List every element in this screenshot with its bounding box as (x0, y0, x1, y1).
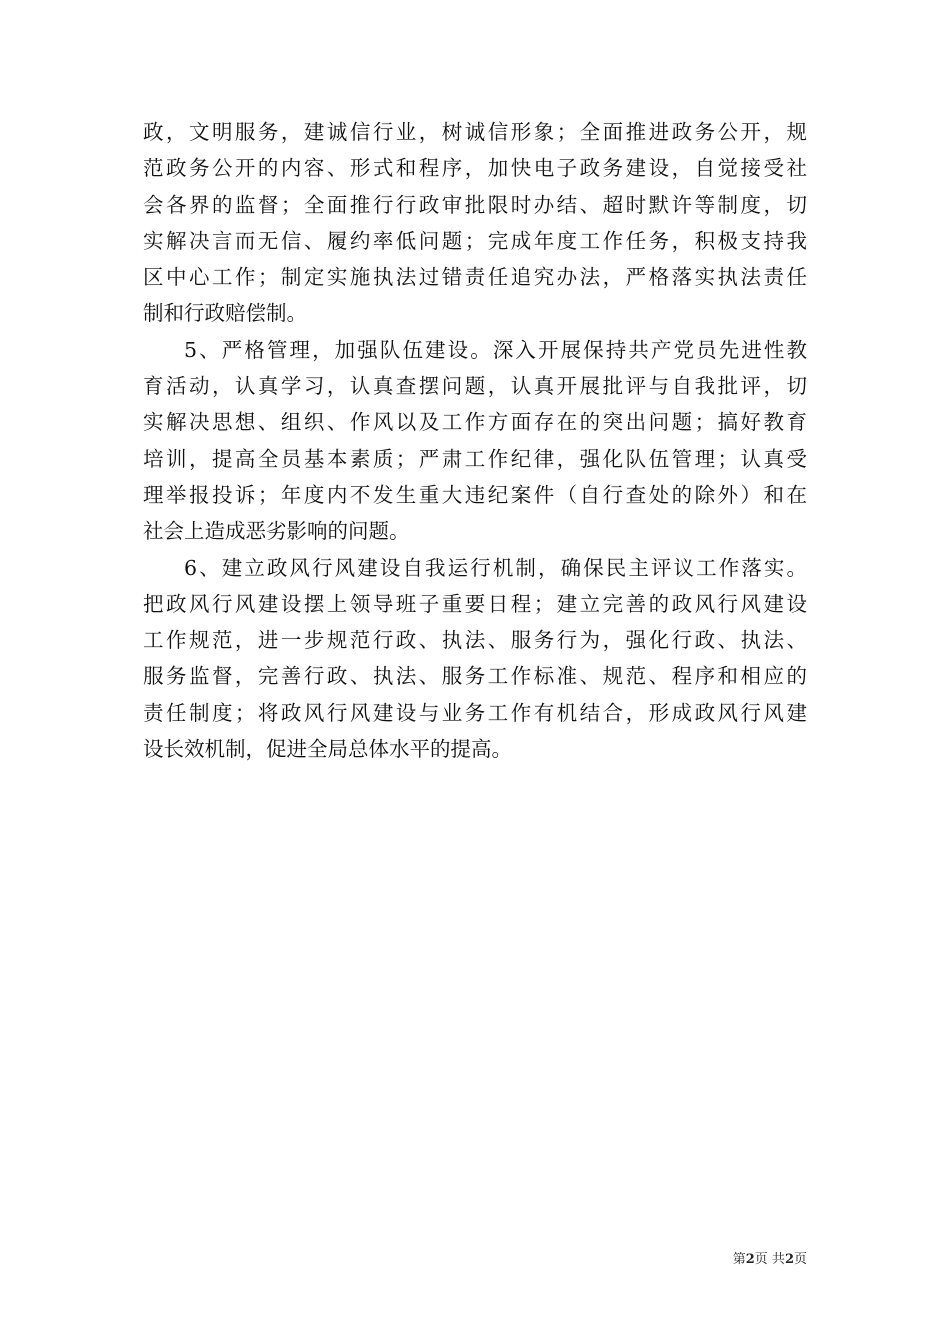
footer-middle: 页 共 (754, 1252, 785, 1267)
text-line: 育活动，认真学习，认真查摆问题，认真开展批评与自我批评，切 (143, 374, 807, 399)
text-line: 工作规范，进一步规范行政、执法、服务行为，强化行政、执法、 (143, 628, 807, 653)
page-footer (733, 1248, 807, 1267)
text-line: 政，文明服务，建诚信行业，树诚信形象；全面推进政务公开，规 (143, 120, 807, 144)
current-page-number: 2 (745, 1252, 755, 1267)
text-line: 设长效机制，促进全局总体水平的提高。 (143, 737, 512, 762)
text-line: 实解决思想、组织、作风以及工作方面存在的突出问题；搞好教育 (143, 410, 807, 435)
total-pages-number: 2 (784, 1252, 794, 1267)
text-line: 制和行政赔偿制。 (143, 301, 307, 326)
text-line: 服务监督，完善行政、执法、服务工作标准、规范、程序和相应的 (143, 664, 807, 689)
text-line: 5、严格管理，加强队伍建设。深入开展保持共产党员先进性教 (184, 337, 807, 362)
text-line: 6、建立政风行风建设自我运行机制，确保民主评议工作落实。 (184, 555, 807, 580)
text-line: 培训，提高全员基本素质；严肃工作纪律，强化队伍管理；认真受 (143, 446, 807, 471)
text-line: 范政务公开的内容、形式和程序，加快电子政务建设，自觉接受社 (143, 156, 807, 181)
text-line: 把政风行风建设摆上领导班子重要日程；建立完善的政风行风建设 (143, 591, 807, 616)
text-line: 实解决言而无信、履约率低问题；完成年度工作任务，积极支持我 (143, 228, 807, 253)
body-text (143, 114, 807, 767)
text-line: 理举报投诉；年度内不发生重大违纪案件（自行查处的除外）和在 (143, 482, 807, 507)
text-line: 区中心工作；制定实施执法过错责任追究办法，严格落实执法责任 (143, 265, 807, 290)
text-line: 会各界的监督；全面推行行政审批限时办结、超时默许等制度，切 (143, 192, 807, 217)
footer-prefix: 第 (732, 1252, 746, 1267)
text-line: 责任制度；将政风行风建设与业务工作有机结合，形成政风行风建 (143, 700, 807, 725)
text-line: 社会上造成恶劣影响的问题。 (143, 519, 410, 544)
footer-suffix: 页 (793, 1252, 807, 1267)
